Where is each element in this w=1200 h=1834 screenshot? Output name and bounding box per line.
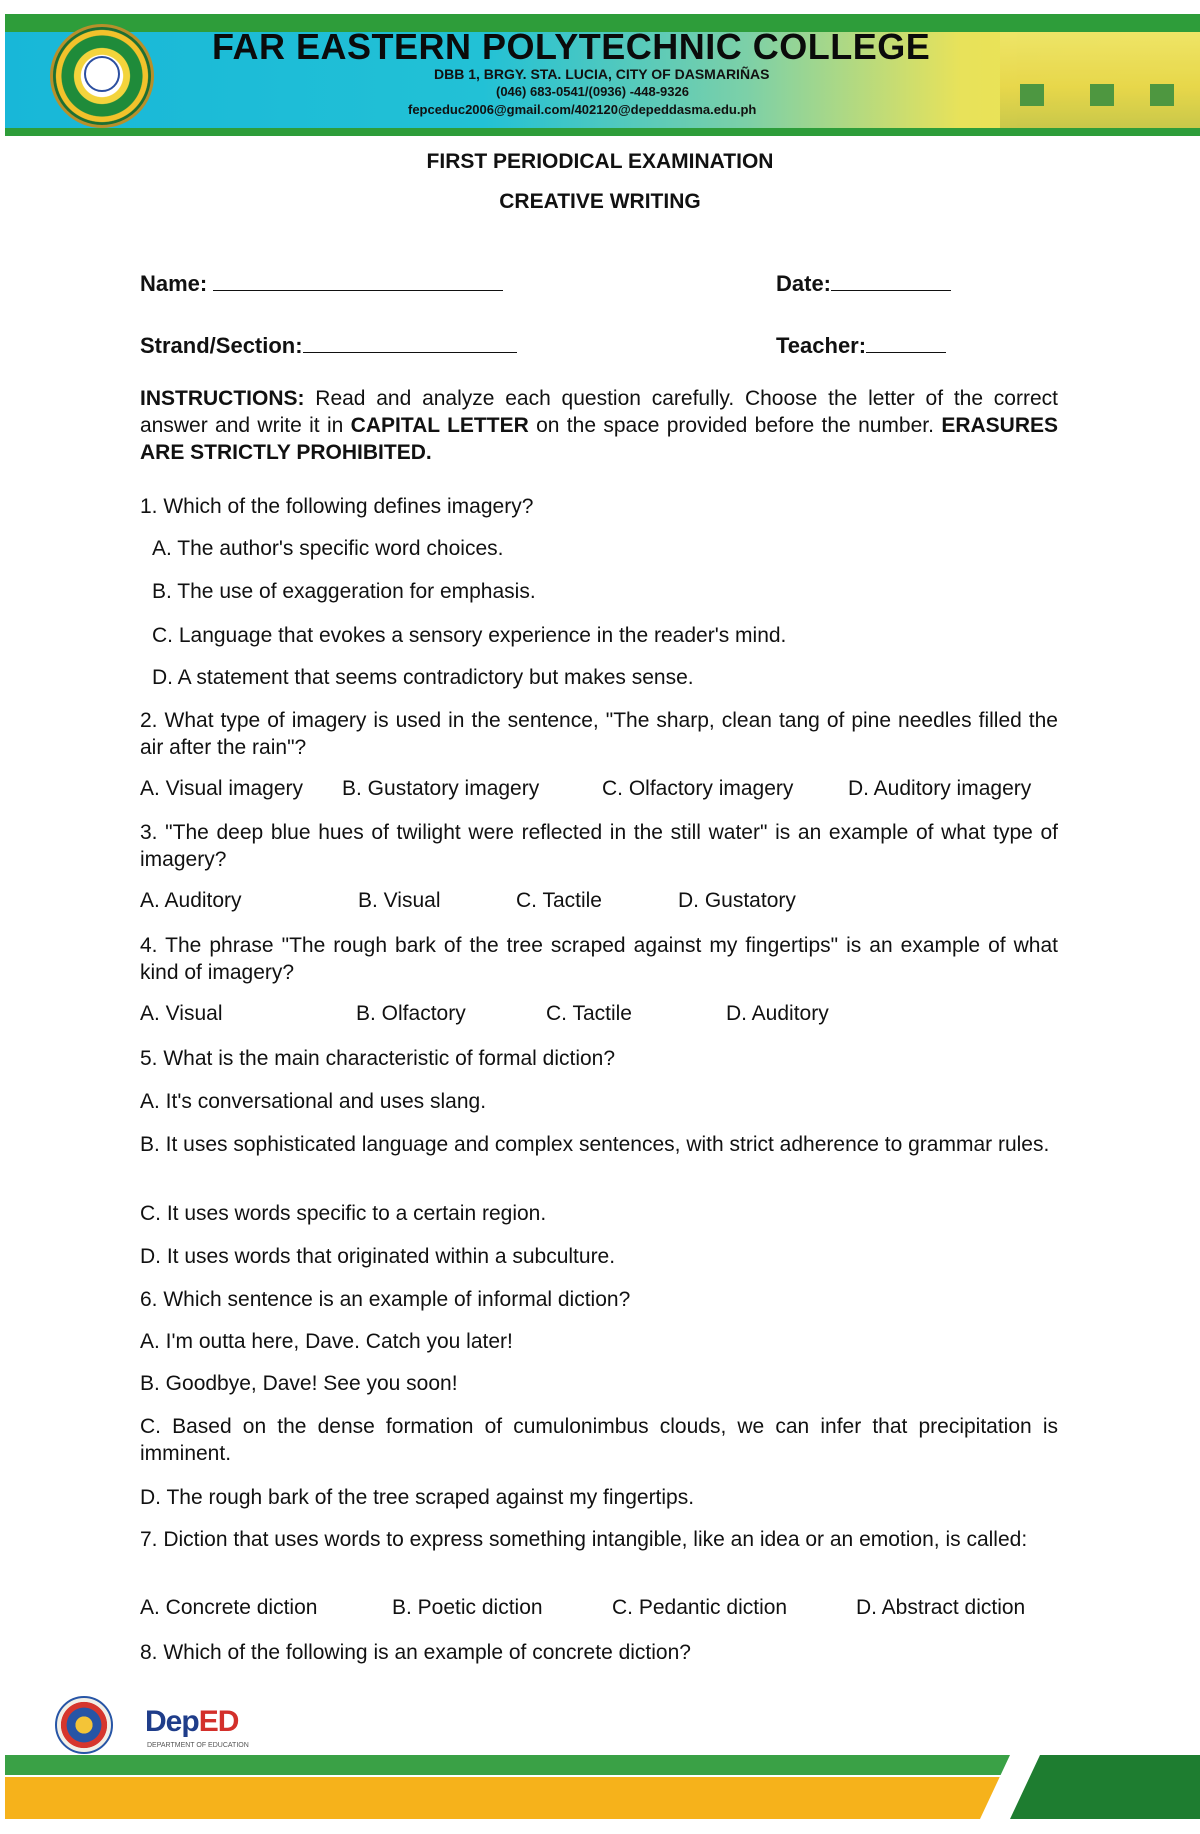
q5-option-a: A. It's conversational and uses slang.	[140, 1090, 487, 1113]
q3-option-a: A. Auditory	[140, 889, 242, 912]
instructions-text-2: on the space provided before the number.	[528, 414, 942, 437]
q1-option-a: A. The author's specific word choices.	[152, 537, 504, 560]
strand-section-field[interactable]	[140, 332, 517, 359]
instructions-emphasis-erasures: ERASURES ARE STRICTLY PROHIBITED.	[140, 414, 1059, 464]
teacher-field[interactable]	[776, 332, 946, 359]
deped-seal-icon	[55, 1696, 113, 1754]
name-blank[interactable]	[213, 270, 503, 291]
question-1: 1. Which of the following defines imagery?	[140, 495, 534, 518]
footer-green-stripe	[5, 1755, 1010, 1775]
q6-option-a: A. I'm outta here, Dave. Catch you later!	[140, 1330, 513, 1353]
q4-option-b: B. Olfactory	[356, 1002, 466, 1025]
q1-option-b: B. The use of exaggeration for emphasis.	[152, 580, 536, 603]
instructions-emphasis-capital: CAPITAL LETTER	[350, 414, 529, 437]
question-4: 4. The phrase "The rough bark of the tree scraped against my fingertips" is an example of what kind of imagery?	[140, 934, 1058, 984]
q3-option-b: B. Visual	[358, 889, 441, 912]
q7-option-a: A. Concrete diction	[140, 1596, 318, 1619]
q5-option-d: D. It uses words that originated within a subculture.	[140, 1245, 616, 1268]
q3-option-c: C. Tactile	[516, 889, 602, 912]
instructions	[140, 385, 1058, 466]
building-photo	[1000, 14, 1200, 136]
question-2: 2. What type of imagery is used in the sentence, "The sharp, clean tang of pine needles filled the air after the rain"?	[140, 709, 1058, 759]
q2-option-b: B. Gustatory imagery	[342, 777, 540, 800]
q7-option-b: B. Poetic diction	[392, 1596, 543, 1619]
q4-options	[0, 1002, 1200, 1029]
date-label: Date:	[776, 271, 832, 296]
q7-options	[0, 1596, 1200, 1623]
deped-logo	[145, 1705, 238, 1739]
instructions-label: INSTRUCTIONS:	[140, 387, 305, 410]
footer-darkgreen-stripe	[1010, 1755, 1200, 1819]
question-3: 3. "The deep blue hues of twilight were reflected in the still water" is an example of what type of imagery?	[140, 821, 1058, 871]
q5-option-c: C. It uses words specific to a certain region.	[140, 1202, 547, 1225]
college-name: FAR EASTERN POLYTECHNIC COLLEGE	[212, 26, 931, 67]
strand-section-blank[interactable]	[303, 332, 517, 353]
instructions-text-1: Read and analyze each question carefully. Choose the letter of the correct answer and write it in	[140, 387, 1058, 437]
q6-option-c: C. Based on the dense formation of cumulonimbus clouds, we can infer that precipitation is imminent.	[140, 1415, 1058, 1465]
date-field[interactable]	[776, 270, 951, 297]
q7-option-c: C. Pedantic diction	[612, 1596, 788, 1619]
q1-option-c: C. Language that evokes a sensory experience in the reader's mind.	[152, 624, 787, 647]
q5-option-b: B. It uses sophisticated language and complex sentences, with strict adherence to grammar rules.	[140, 1133, 1050, 1156]
q4-option-c: C. Tactile	[546, 1002, 632, 1025]
date-blank[interactable]	[831, 270, 951, 291]
question-6: 6. Which sentence is an example of informal diction?	[140, 1288, 631, 1311]
q3-options	[0, 889, 1200, 916]
teacher-label: Teacher:	[776, 333, 867, 358]
name-label: Name:	[140, 271, 208, 296]
deped-subtitle: DEPARTMENT OF EDUCATION	[147, 1742, 249, 1749]
question-5: 5. What is the main characteristic of formal diction?	[140, 1047, 616, 1070]
atom-icon	[84, 56, 120, 92]
q2-option-c: C. Olfactory imagery	[602, 777, 794, 800]
q1-option-d: D. A statement that seems contradictory but makes sense.	[152, 666, 694, 689]
q3-option-d: D. Gustatory	[678, 889, 796, 912]
college-phone: (046) 683-0541/(0936) -448-9326	[496, 84, 689, 99]
name-field[interactable]	[140, 270, 503, 297]
exam-subject: CREATIVE WRITING	[499, 190, 701, 213]
deped-logo-dep: Dep	[145, 1705, 199, 1738]
q2-option-d: D. Auditory imagery	[848, 777, 1032, 800]
strand-section-label: Strand/Section:	[140, 333, 303, 358]
q4-option-a: A. Visual	[140, 1002, 223, 1025]
q6-option-d: D. The rough bark of the tree scraped against my fingertips.	[140, 1486, 695, 1509]
q7-option-d: D. Abstract diction	[856, 1596, 1026, 1619]
q6-option-b: B. Goodbye, Dave! See you soon!	[140, 1372, 458, 1395]
question-7: 7. Diction that uses words to express something intangible, like an idea or an emotion, is called:	[140, 1528, 1028, 1551]
q4-option-d: D. Auditory	[726, 1002, 829, 1025]
banner-bottom-stripe	[5, 128, 1200, 136]
teacher-blank[interactable]	[866, 332, 946, 353]
college-email: fepceduc2006@gmail.com/402120@depeddasma.edu.ph	[408, 102, 757, 117]
college-address: DBB 1, BRGY. STA. LUCIA, CITY OF DASMARIÑAS	[434, 66, 770, 82]
q2-option-a: A. Visual imagery	[140, 777, 304, 800]
exam-title: FIRST PERIODICAL EXAMINATION	[426, 150, 774, 173]
q2-options	[0, 777, 1200, 804]
question-8: 8. Which of the following is an example of concrete diction?	[140, 1641, 691, 1664]
deped-logo-ed: ED	[198, 1705, 239, 1738]
